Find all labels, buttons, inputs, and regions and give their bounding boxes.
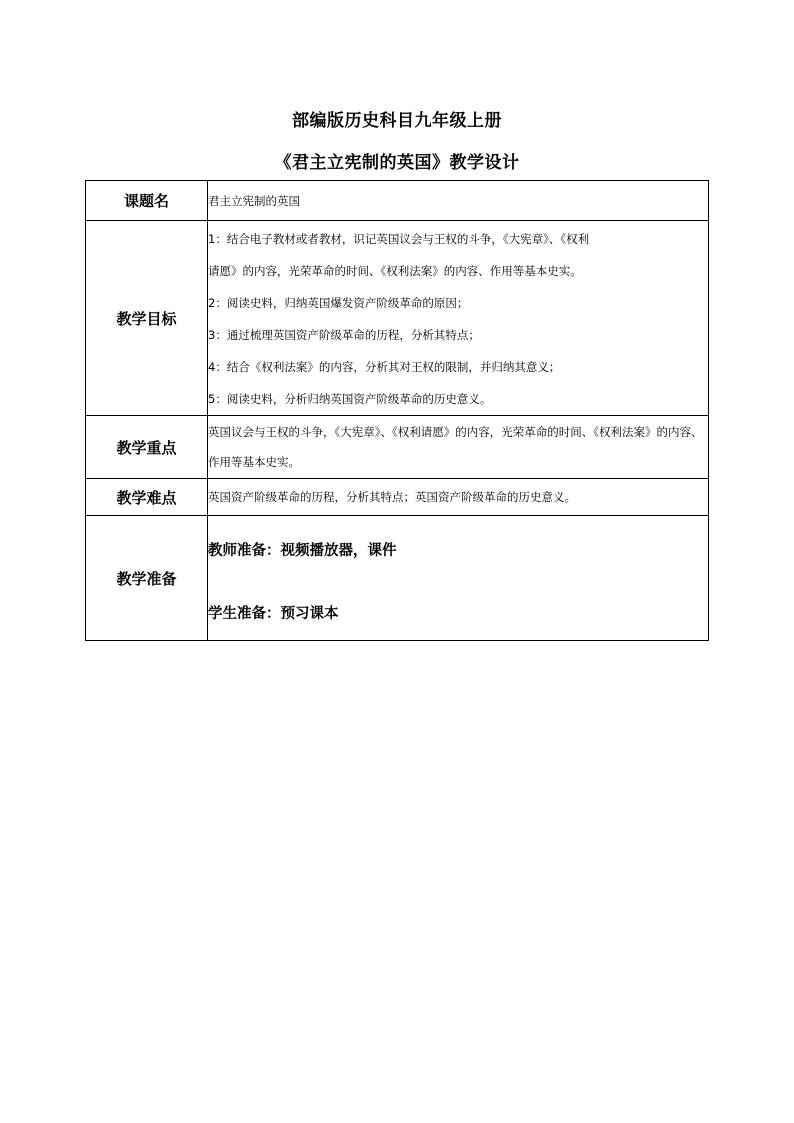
document-subtitle: 《君主立宪制的英国》教学设计 [274, 153, 520, 173]
table-row [86, 479, 709, 516]
objective-line: 5：阅读史料，分析归纳英国资产阶级革命的历史意义。 [208, 392, 492, 406]
objective-line: 2：阅读史料，归纳英国爆发资产阶级革命的原因； [208, 296, 469, 310]
objective-line: 4：结合《权利法案》的内容，分析其对王权的限制，并归纳其意义； [208, 360, 561, 374]
objectives-cell [208, 221, 709, 416]
table-row [86, 181, 709, 221]
objective-line: 1：结合电子教材或者教材，识记英国议会与王权的斗争，《大宪章》、《权利 [208, 232, 590, 246]
table-row [86, 516, 709, 641]
preparation-cell [208, 516, 709, 641]
table-row [86, 221, 709, 416]
objective-line: 请愿》的内容，光荣革命的时间、《权利法案》的内容、作用等基本史实。 [208, 264, 582, 278]
row-label-difficulties: 教学难点 [86, 479, 208, 516]
row-label-objectives: 教学目标 [86, 221, 208, 416]
topic-value: 君主立宪制的英国 [208, 181, 709, 221]
lesson-design-table [85, 180, 709, 641]
difficulties-value: 英国资产阶级革命的历程，分析其特点；英国资产阶级革命的历史意义。 [208, 479, 709, 516]
teacher-preparation: 教师准备：视频播放器，课件 [208, 542, 397, 559]
row-label-topic: 课题名 [86, 181, 208, 221]
table-row [86, 416, 709, 479]
row-label-preparation: 教学准备 [86, 516, 208, 641]
student-preparation: 学生准备：预习课本 [208, 605, 339, 622]
document-title: 部编版历史科目九年级上册 [292, 111, 502, 131]
row-label-key-points: 教学重点 [86, 416, 208, 479]
key-points-value: 英国议会与王权的斗争，《大宪章》、《权利请愿》的内容，光荣革命的时间、《权利法案》的内容、作用等基本史实。 [208, 416, 709, 479]
objective-line: 3：通过梳理英国资产阶级革命的历程，分析其特点； [208, 328, 480, 342]
